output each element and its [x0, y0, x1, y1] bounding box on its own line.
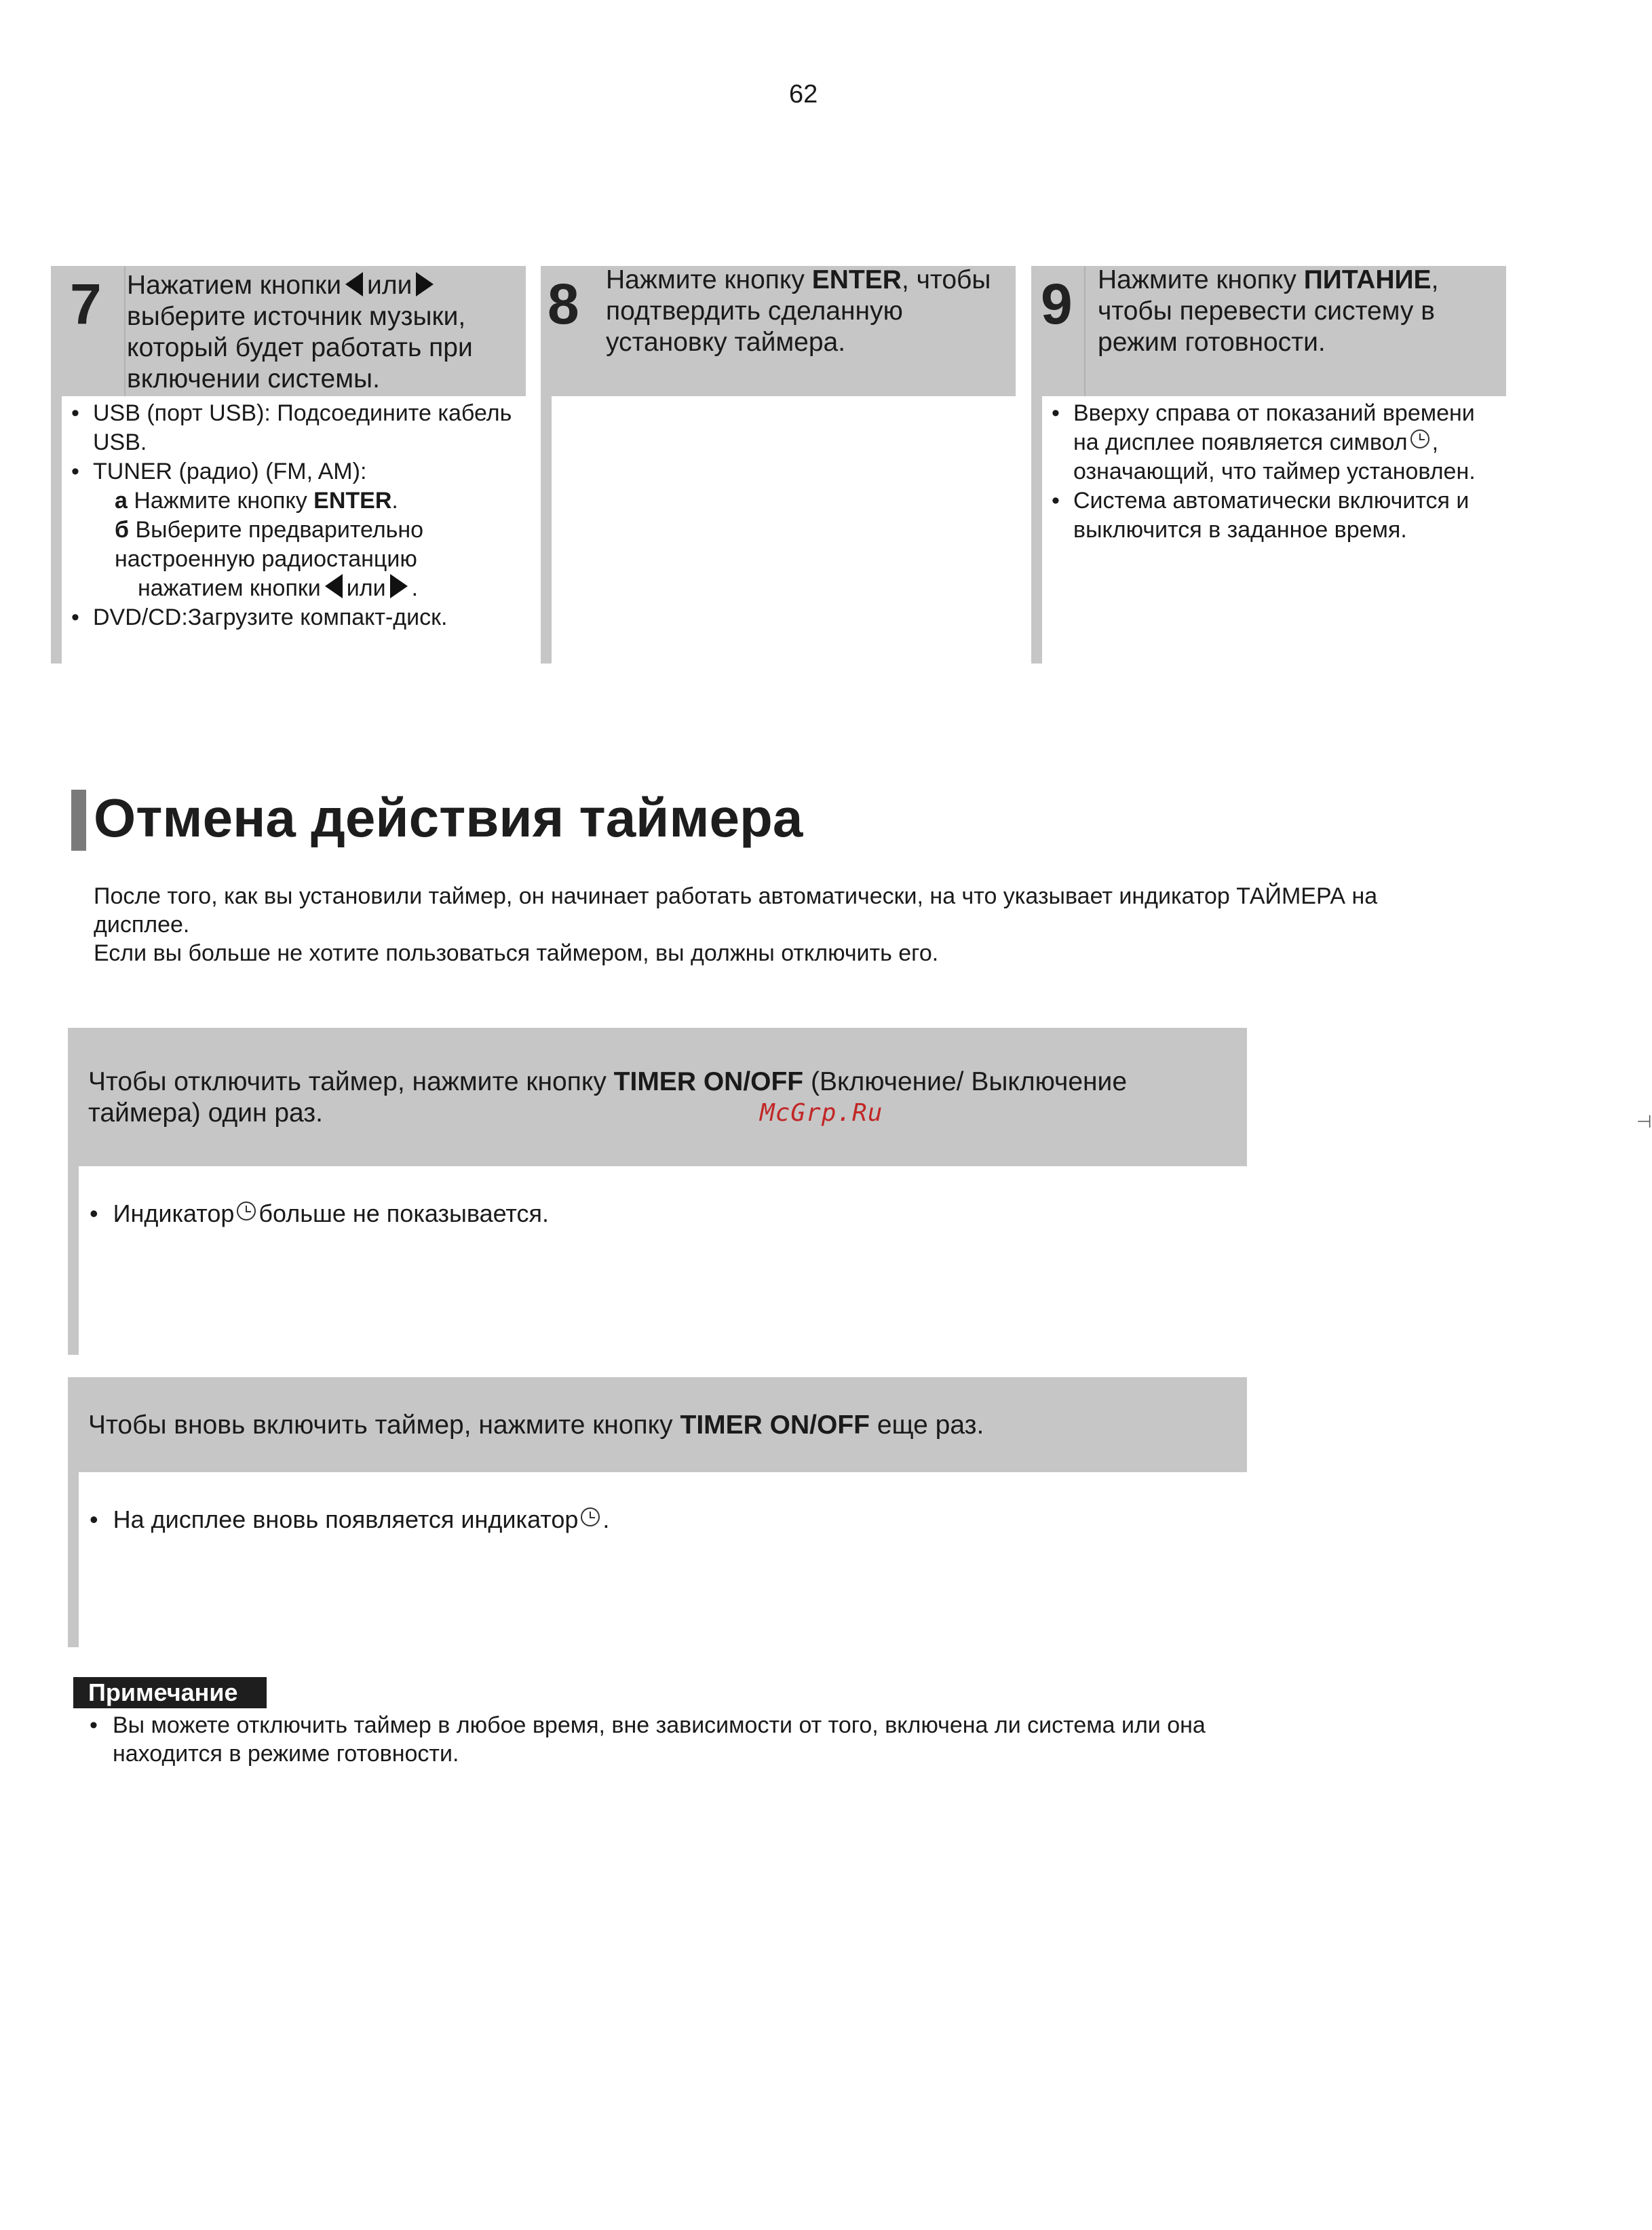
section-title: Отмена действия таймера — [94, 788, 803, 848]
sub-a-end: . — [391, 488, 398, 514]
bullet-text: Индикатор — [113, 1199, 235, 1227]
intro-paragraph-1: После того, как вы установили таймер, он начинает работать автоматически, на что указывает индикатор ТАЙМЕРА на дисплее. — [94, 883, 1378, 938]
tuner-label: • TUNER (радио) (FM, AM): — [93, 459, 367, 484]
symbol-bullet-rest: , означающий, что таймер установлен. — [1073, 429, 1476, 484]
step-body — [1052, 399, 1499, 545]
bullet-rest: больше не показывается. — [258, 1199, 550, 1227]
step-title — [1098, 265, 1490, 358]
sub-a-letter: а — [115, 488, 128, 514]
step-header — [1031, 266, 1506, 396]
right-triangle-icon — [390, 574, 408, 598]
page-number: 62 — [789, 80, 818, 109]
intro-paragraph-2: Если вы больше не хотите пользоваться таймером, вы должны отключить его. — [94, 940, 939, 966]
disable-timer-box — [68, 1028, 1247, 1355]
step-divider — [1084, 266, 1086, 396]
clock-icon — [237, 1201, 256, 1220]
tuner-sub-a — [93, 486, 519, 516]
note-bullet: • Вы можете отключить таймер в любое время, вне зависимости от того, включена ли система или она находится в режиме готовности. — [90, 1711, 1243, 1768]
sub-b-letter: б — [115, 517, 130, 543]
step-title-rest: , чтобы перевести систему в режим готовности. — [1098, 265, 1439, 357]
tuner-bullet — [71, 457, 519, 603]
enable-timer-box — [68, 1377, 1247, 1647]
note-text — [90, 1711, 1243, 1768]
sub-b-or: или — [346, 575, 386, 601]
symbol-bullet — [1052, 399, 1499, 486]
timer-button-name: TIMER ON/OFF — [680, 1410, 870, 1440]
tuner-sub-b-line2 — [93, 574, 519, 603]
action-text-start: Чтобы отключить таймер, нажмите кнопку — [88, 1067, 614, 1096]
step-number: 8 — [548, 272, 579, 336]
action-text-start: Чтобы вновь включить таймер, нажмите кнопку — [88, 1410, 680, 1440]
step-title-text: Нажатием кнопки — [127, 271, 342, 300]
section-intro — [94, 882, 1478, 967]
edge-mark: ⊣ — [1636, 1111, 1652, 1132]
step-title-bold: ПИТАНИЕ — [1303, 265, 1432, 294]
timer-button-name: TIMER ON/OFF — [613, 1067, 804, 1096]
step-title-rest: выберите источник музыки, который будет работать при включении системы. — [127, 302, 473, 393]
sub-b-line2-text: нажатием кнопки — [138, 575, 321, 601]
action-text-rest: еще раз. — [869, 1410, 984, 1440]
step-title-rest: , чтобы подтвердить сделанную установку таймера. — [606, 265, 991, 357]
left-triangle-icon — [325, 574, 343, 598]
sub-a-text: Нажмите кнопку — [134, 488, 314, 514]
note-label: Примечание — [73, 1677, 267, 1708]
step-header — [51, 266, 526, 396]
step-9-card — [1031, 266, 1506, 664]
tuner-sub-b — [93, 516, 519, 574]
action-text — [88, 1066, 1201, 1129]
auto-bullet: • Система автоматически включится и выключится в заданное время. — [1052, 486, 1499, 545]
step-header — [541, 266, 1016, 396]
action-result-bullet — [90, 1199, 549, 1229]
clock-icon — [1410, 429, 1429, 448]
step-title-text: Нажмите кнопку — [606, 265, 812, 294]
usb-bullet: • USB (порт USB): Подсоедините кабель USB. — [71, 399, 519, 457]
sub-b-text: Выберите предварительно настроенную радиостанцию — [115, 517, 424, 572]
step-title — [127, 270, 519, 395]
step-number: 9 — [1041, 272, 1073, 336]
step-divider — [124, 266, 126, 396]
step-number: 7 — [70, 272, 102, 336]
step-7-card — [51, 266, 526, 664]
clock-icon — [581, 1507, 600, 1526]
step-8-card — [541, 266, 1016, 664]
action-result-bullet — [90, 1505, 609, 1535]
step-title — [606, 265, 998, 358]
right-triangle-icon — [416, 272, 434, 296]
action-text-rest: (Включение/ Выключение таймера) один раз. — [88, 1067, 1128, 1128]
step-title-bold: ENTER — [811, 265, 902, 294]
dvd-bullet: • DVD/CD:Загрузите компакт-диск. — [71, 603, 519, 632]
step-title-text: Нажмите кнопку — [1098, 265, 1304, 294]
left-triangle-icon — [345, 272, 363, 296]
step-body — [71, 399, 519, 632]
sub-b-end: . — [411, 575, 419, 601]
symbol-bullet-text: Вверху справа от показаний времени на дисплее появляется символ — [1073, 400, 1475, 455]
action-text — [88, 1410, 1201, 1441]
section-heading-bar — [71, 790, 86, 851]
bullet-text: На дисплее вновь появляется индикатор — [113, 1505, 579, 1533]
step-title-or: или — [367, 271, 412, 300]
bullet-rest: . — [602, 1505, 610, 1533]
watermark: McGrp.Ru — [760, 1099, 883, 1127]
sub-a-bold: ENTER — [313, 488, 392, 514]
